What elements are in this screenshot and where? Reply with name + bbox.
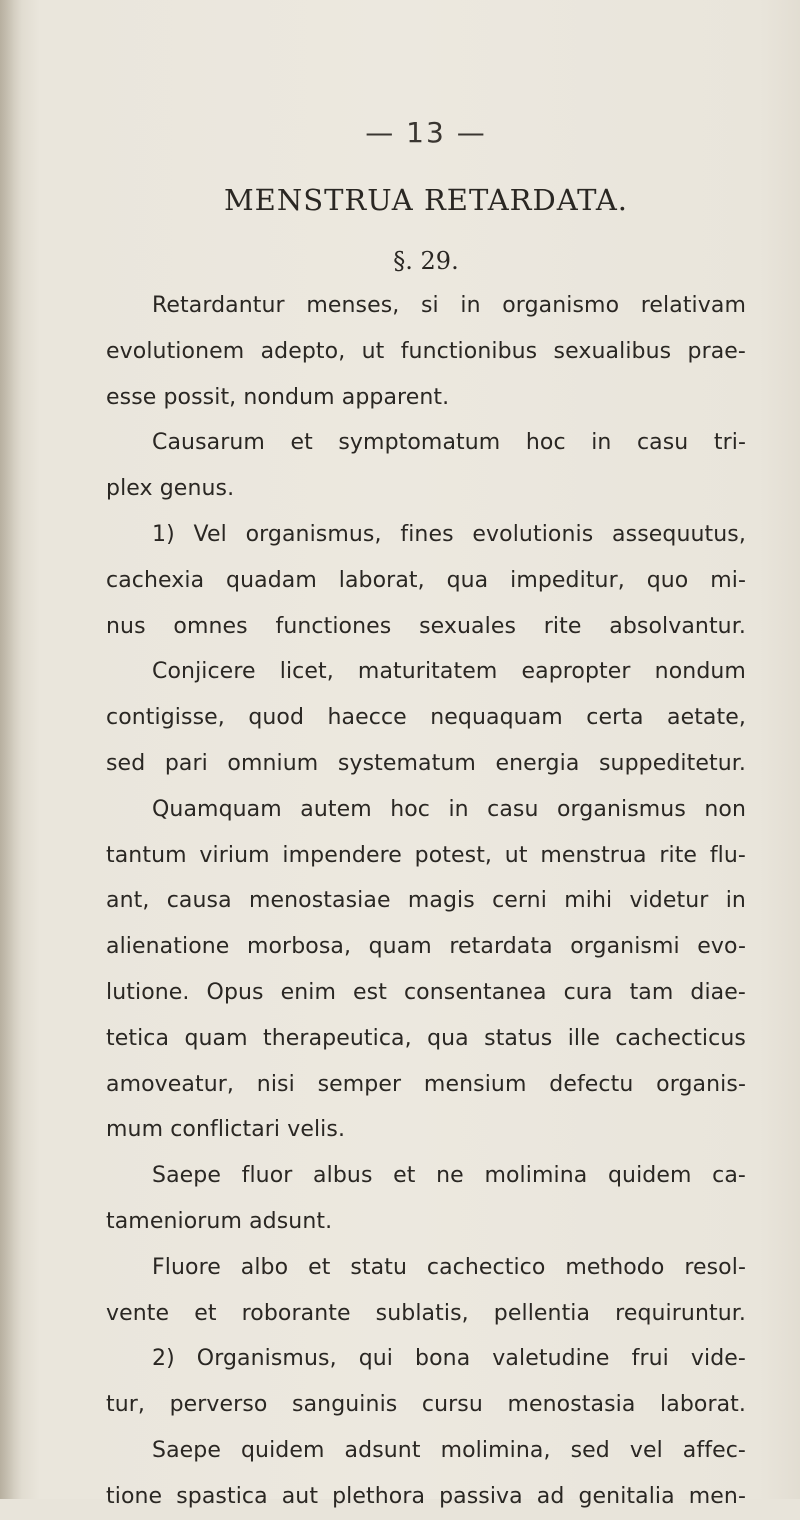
word: laborat. — [660, 1392, 746, 1418]
word: menstrua — [540, 842, 647, 868]
text-line — [106, 512, 746, 558]
word: eapropter — [521, 659, 631, 685]
word: tantum — [106, 842, 187, 868]
word: roborante — [241, 1300, 351, 1326]
word: statu — [350, 1254, 407, 1280]
word: ant, — [106, 888, 150, 914]
text-line: plex genus. — [106, 476, 235, 502]
word: functionibus — [400, 338, 538, 364]
word: sanguinis — [292, 1392, 398, 1418]
word: menostasiae — [248, 888, 391, 914]
word: evo- — [697, 934, 746, 960]
word: ut — [504, 842, 528, 868]
word: quod — [248, 705, 305, 731]
word: sexualibus — [553, 338, 672, 364]
word: tetica — [106, 1025, 170, 1051]
word: consentanea — [403, 979, 547, 1005]
word: in — [460, 293, 481, 318]
chapter-title: MENSTRUA RETARDATA. — [223, 183, 629, 217]
word: molimina, — [440, 1437, 551, 1463]
word: systematum — [337, 750, 476, 776]
word: bona — [415, 1346, 471, 1372]
word: evolutionem — [106, 338, 245, 364]
word: menses, — [306, 293, 400, 318]
word: est — [353, 979, 387, 1005]
word: mi- — [710, 567, 746, 593]
word: tione — [106, 1483, 163, 1509]
word: frui — [631, 1346, 669, 1372]
text-line — [106, 1016, 746, 1062]
text-line — [106, 1382, 746, 1428]
text-line — [106, 1336, 746, 1382]
word: mensium — [423, 1071, 527, 1097]
word: rite — [659, 842, 698, 868]
word: enim — [280, 979, 337, 1005]
word: semper — [317, 1071, 402, 1097]
word: omnes — [173, 613, 248, 639]
text-line — [106, 1062, 746, 1108]
word: evolutionis — [472, 521, 594, 547]
word: laborat, — [338, 567, 425, 593]
text-line — [106, 970, 746, 1016]
word: aetate, — [666, 705, 746, 731]
word: resol- — [684, 1254, 746, 1280]
page-edge-shadow — [0, 0, 22, 1499]
word: nisi — [256, 1071, 295, 1097]
word: pellentia — [493, 1300, 591, 1326]
word: absolvantur. — [609, 613, 746, 639]
word: cerni — [492, 888, 547, 914]
word: Opus — [206, 979, 264, 1005]
word: morbosa, — [246, 934, 352, 960]
word: menostasia — [507, 1392, 636, 1418]
word: et — [308, 1254, 331, 1280]
word: flu- — [709, 842, 746, 868]
word: in — [448, 796, 469, 822]
word: tam — [629, 979, 674, 1005]
word: organismus — [556, 796, 686, 822]
word: quidem — [240, 1437, 325, 1463]
word: vide- — [690, 1346, 746, 1372]
word: sublatis, — [375, 1300, 469, 1326]
word: retardata — [449, 934, 553, 960]
word: in — [591, 430, 612, 456]
word: causa — [166, 888, 232, 914]
word: nus — [106, 613, 146, 639]
word: casu — [487, 796, 539, 822]
word: therapeutica, — [263, 1025, 412, 1051]
word: symptomatum — [338, 430, 501, 456]
text-line — [106, 1291, 746, 1337]
word: sed — [106, 750, 146, 776]
word: organismus, — [245, 521, 382, 547]
word: certa — [586, 705, 644, 731]
text-line — [106, 420, 746, 466]
word: ad — [536, 1483, 565, 1509]
word: licet, — [279, 659, 334, 685]
body-text — [106, 283, 746, 1520]
text-line — [106, 878, 746, 924]
word: quidem — [607, 1163, 692, 1189]
word: assequutus, — [612, 521, 746, 547]
word: Organismus, — [196, 1346, 337, 1372]
word: passiva — [439, 1483, 523, 1509]
word: Saepe — [152, 1437, 221, 1463]
word: diae- — [690, 979, 746, 1005]
word: et — [194, 1300, 217, 1326]
text-line: esse possit, nondum apparent. — [106, 384, 450, 410]
word: 1) — [152, 521, 175, 547]
word: Retardantur — [152, 293, 285, 318]
word: et — [393, 1163, 416, 1189]
word: impeditur, — [510, 567, 625, 593]
word: functiones — [275, 613, 392, 639]
word: methodo — [565, 1254, 665, 1280]
word: perverso — [169, 1392, 268, 1418]
word: mihi — [564, 888, 613, 914]
word: suppeditetur. — [598, 750, 746, 776]
word: men- — [688, 1483, 746, 1509]
word: ut — [361, 338, 385, 364]
word: qui — [358, 1346, 394, 1372]
word: amoveatur, — [106, 1071, 235, 1097]
word: prae- — [687, 338, 746, 364]
word: cachexia — [106, 567, 205, 593]
text-line — [106, 924, 746, 970]
word: potest, — [414, 842, 493, 868]
word: quam — [368, 934, 432, 960]
word: affec- — [682, 1437, 746, 1463]
word: Saepe — [152, 1163, 221, 1189]
word: plethora — [332, 1483, 426, 1509]
word: ca- — [712, 1163, 746, 1189]
word: cachecticus — [615, 1025, 746, 1051]
word: Quamquam — [152, 796, 282, 822]
word: albus — [313, 1163, 373, 1189]
word: vente — [106, 1300, 170, 1326]
word: alienatione — [106, 934, 230, 960]
word: ille — [567, 1025, 600, 1051]
text-line — [106, 833, 746, 879]
text-line — [106, 1428, 746, 1474]
word: tur, — [106, 1392, 146, 1418]
word: magis — [407, 888, 475, 914]
word: nequaquam — [430, 705, 563, 731]
word: in — [725, 888, 746, 914]
word: sexuales — [419, 613, 517, 639]
text-line: tameniorum adsunt. — [106, 1208, 333, 1234]
text-line — [106, 558, 746, 604]
word: tri- — [713, 430, 746, 456]
word: defectu — [549, 1071, 634, 1097]
word: ne — [436, 1163, 464, 1189]
word: cursu — [421, 1392, 483, 1418]
text-line — [106, 329, 746, 375]
word: molimina — [484, 1163, 588, 1189]
word: Vel — [193, 521, 227, 547]
word: maturitatem — [357, 659, 498, 685]
word: lutione. — [106, 979, 190, 1005]
word: Fluore — [152, 1254, 221, 1280]
word: qua — [427, 1025, 469, 1051]
text-line — [106, 1245, 746, 1291]
word: status — [484, 1025, 553, 1051]
word: genitalia — [578, 1483, 675, 1509]
word: requiruntur. — [615, 1300, 746, 1326]
word: casu — [636, 430, 689, 456]
word: valetudine — [492, 1346, 610, 1372]
word: organis- — [656, 1071, 746, 1097]
word: cachectico — [426, 1254, 546, 1280]
word: energia — [495, 750, 580, 776]
word: 2) — [152, 1346, 175, 1372]
word: organismi — [570, 934, 680, 960]
word: qua — [446, 567, 489, 593]
word: adsunt — [344, 1437, 421, 1463]
text-line — [106, 283, 746, 329]
word: quam — [184, 1025, 248, 1051]
word: contigisse, — [106, 705, 225, 731]
word: fluor — [241, 1163, 293, 1189]
word: omnium — [227, 750, 319, 776]
word: sed — [570, 1437, 610, 1463]
word: adepto, — [260, 338, 346, 364]
word: vel — [629, 1437, 663, 1463]
word: autem — [300, 796, 372, 822]
word: Causarum — [152, 430, 265, 456]
word: hoc — [525, 430, 566, 456]
word: spastica — [176, 1483, 268, 1509]
text-line — [106, 604, 746, 650]
word: quo — [646, 567, 689, 593]
word: impendere — [282, 842, 402, 868]
word: hoc — [390, 796, 431, 822]
word: fines — [400, 521, 454, 547]
word: nondum — [654, 659, 746, 685]
text-line — [106, 787, 746, 833]
word: organismo — [502, 293, 620, 318]
word: albo — [240, 1254, 289, 1280]
word: virium — [199, 842, 270, 868]
text-line — [106, 1153, 746, 1199]
word: si — [420, 293, 439, 318]
word: quadam — [226, 567, 317, 593]
word: cura — [563, 979, 613, 1005]
page-number: — 13 — — [365, 116, 487, 149]
text-line: mum conflictari velis. — [106, 1117, 346, 1143]
word: videtur — [629, 888, 709, 914]
word: et — [290, 430, 313, 456]
word: pari — [164, 750, 208, 776]
text-line — [106, 1474, 746, 1520]
word: aut — [281, 1483, 319, 1509]
word: rite — [543, 613, 582, 639]
text-line — [106, 741, 746, 787]
text-line — [106, 695, 746, 741]
section-number: §. 29. — [393, 247, 459, 275]
word: non — [704, 796, 746, 822]
word: Conjicere — [152, 659, 256, 685]
text-line — [106, 649, 746, 695]
word: haecce — [327, 705, 407, 731]
word: relativam — [640, 293, 746, 318]
